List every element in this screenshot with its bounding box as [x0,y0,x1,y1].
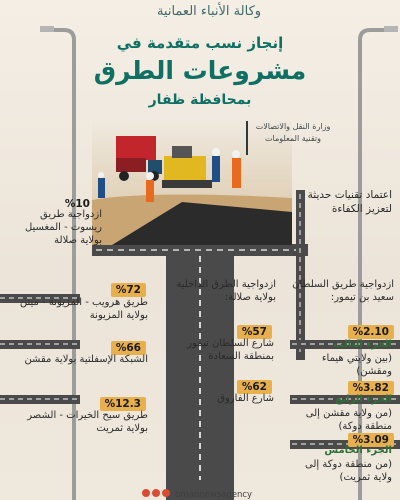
twitter-icon [152,489,160,497]
part5-percent: %3.09 [348,433,394,447]
inner1-percent: %57 [237,325,272,339]
network-text: الشبكة الإسفلتية بولاية مقشن [24,354,148,365]
inner2-percent: %62 [237,380,272,394]
inner1-text: شارع السلطان تيمور بمنطقة السعادة [187,338,274,362]
hrweeb-percent-box [86,278,146,297]
inner2-text: شارع الفاروق [217,393,274,404]
tech-note: اعتماد تقنيات حديثة لتعزيز الكفاءة [307,189,392,215]
headline-line3: بمحافظة ظفار [148,92,252,108]
sultan-road-heading: ازدواجية طريق السلطان سعيد بن تيمور: [292,279,394,303]
network-percent: %66 [111,341,146,355]
hrweeb-percent: %72 [111,283,146,297]
part5-text: (من منطقة دوكة إلى ولاية ثمريت) [305,459,392,483]
part3-percent: %2.10 [348,325,394,339]
instagram-icon [142,489,150,497]
hrweeb-text: طريق هرويب - المزيونة - ميتن بولاية المزيونة [19,297,148,321]
source-text: وزارة النقل والاتصالات وتقنية المعلومات [255,122,331,143]
source-divider [246,121,248,155]
part4-title: الجزء الرابع [335,394,392,405]
part4-percent: %3.82 [348,381,394,395]
inner-roads-heading: ازدواجية الطرق الداخلية بولاية صلالة: [176,279,276,303]
sayh-text: طريق سيح الخيرات - الشصر بولاية ثمريت [27,410,148,434]
agency-logo [150,4,268,28]
part3-text: (بين ولايتي هيماء ومقشن) [321,353,392,377]
footer [140,482,260,500]
rayzut-text: ازدواجية طريق ريسوت - المغسيل بولاية صلالة [24,209,102,246]
headline-line2: مشروعات الطرق [93,56,307,85]
sayh-percent: %12.3 [100,397,146,411]
part4-text: (من ولاية مقشن إلى منطقة دوكة) [305,408,392,432]
logo-text: وكالة الأنباء العمانية [156,4,262,19]
facebook-icon [162,489,170,497]
part5-title: الجزء الخامس [324,445,392,456]
part3-title: الجزء الثالث [333,339,392,350]
rayzut-percent: %10 [64,198,90,210]
footer-handle: omannewsagency [175,490,253,500]
part3-percent-box [318,320,394,339]
headline-line1: إنجاز نسب متقدمة في [116,34,284,52]
